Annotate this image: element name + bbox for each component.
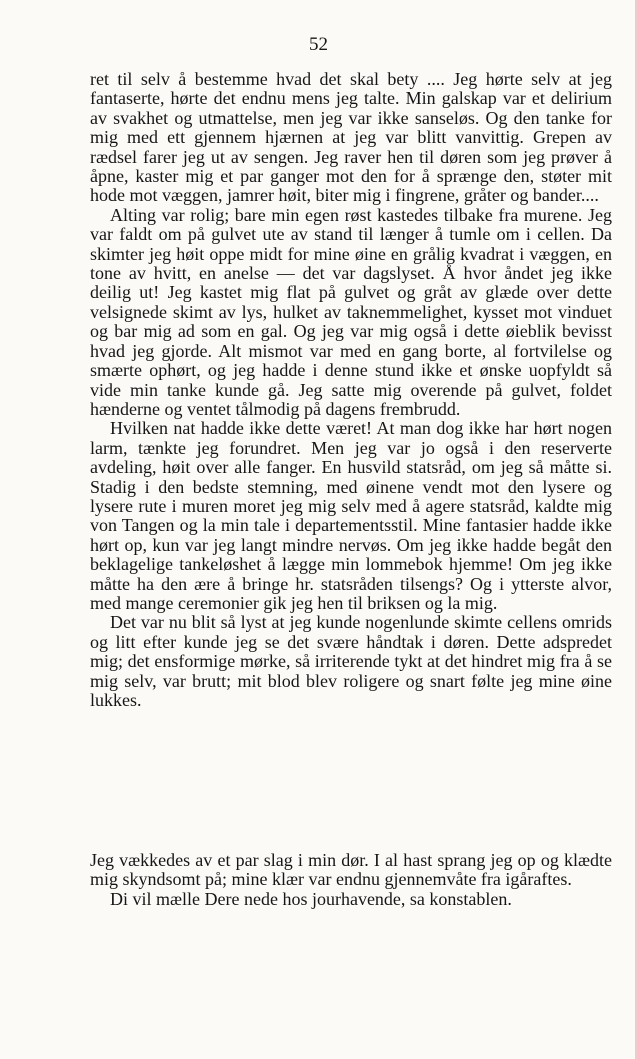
text-section-2 bbox=[90, 851, 612, 909]
page-number: 52 bbox=[309, 34, 328, 55]
paragraph: Jeg vækkedes av et par slag i min dør. I al hast sprang jeg op og klædte mig skyndsomt på; mine klær var endnu gjennemvåte fra igåraftes. bbox=[90, 850, 612, 890]
paragraph: ret til selv å bestemme hvad det skal bety .... Jeg hørte selv at jeg fantaserte, hørte det endnu mens jeg talte. Min galskap var et delirium av svakhet og utmattelse, men jeg var ikke sanseløs. Og den tanke for mig med ett gjennem hjærnen at jeg var blitt vanvittig. Grepen av rædsel farer jeg ut av sengen. Jeg raver hen til døren som jeg prøver å åpne, kaster mig et par ganger mot den for å sprænge den, støter mit hode mot væggen, jamrer høit, biter mig i fingrene, gråter og bander.... bbox=[90, 69, 612, 206]
text-section-1 bbox=[90, 70, 612, 710]
paragraph: Hvilken nat hadde ikke dette været! At man dog ikke har hørt nogen larm, tænkte jeg forundret. Men jeg var jo også i den reserverte avdeling, høit over alle fanger. En husvild statsråd, om jeg så måtte si. Stadig i den bedste stemning, med øinene vendt mot den lysere og lysere rute i muren moret jeg mig selv med å agere statsråd, kaldte mig von Tangen og la min tale i departementsstil. Mine fantasier hadde ikke hørt op, kun var jeg langt mindre nervøs. Om jeg ikke hadde begåt den beklagelige tankeløshet å lægge min lommebok hjemme! Om jeg ikke måtte ha den ære å bringe hr. statsråden tilsengs? Og i ytterste alvor, med mange ceremonier gik jeg hen til briksen og la mig. bbox=[90, 418, 612, 613]
paragraph: Di vil mælle Dere nede hos jourhavende, sa konstablen. bbox=[110, 888, 512, 909]
paragraph: Det var nu blit så lyst at jeg kunde nogenlunde skimte cellens omrids og litt efter kunde jeg se det svære håndtak i døren. Dette adspredet mig; det ensformige mørke, så irriterende tykt at det hindret mig fra å se mig selv, var brutt; mit blod blev roligere og snart følte jeg mine øine lukkes. bbox=[90, 612, 612, 710]
paragraph: Alting var rolig; bare min egen røst kastedes tilbake fra murene. Jeg var faldt om på gulvet ute av stand til længer å tumle om i cellen. Da skimter jeg høit oppe midt for mine øine en grålig kvadrat i væggen, en tone av hvitt, en anelse — det var dagslyset. Å hvor åndet jeg ikke deilig ut! Jeg kastet mig flat på gulvet og gråt av glæde over dette velsignede skimt av lys, hulket av taknemmelighet, kysset mot vinduet og bar mig ad som en gal. Og jeg var mig også i dette øieblik bevisst hvad jeg gjorde. Alt mismot var med en gang borte, al fortvilelse og smærte ophørt, og jeg hadde i denne stund ikke et ønske uopfyldt så vide min tanke kunde gå. Jeg satte mig overende på gulvet, foldet hænderne og ventet tålmodig på dagens frembrudd. bbox=[90, 204, 612, 419]
